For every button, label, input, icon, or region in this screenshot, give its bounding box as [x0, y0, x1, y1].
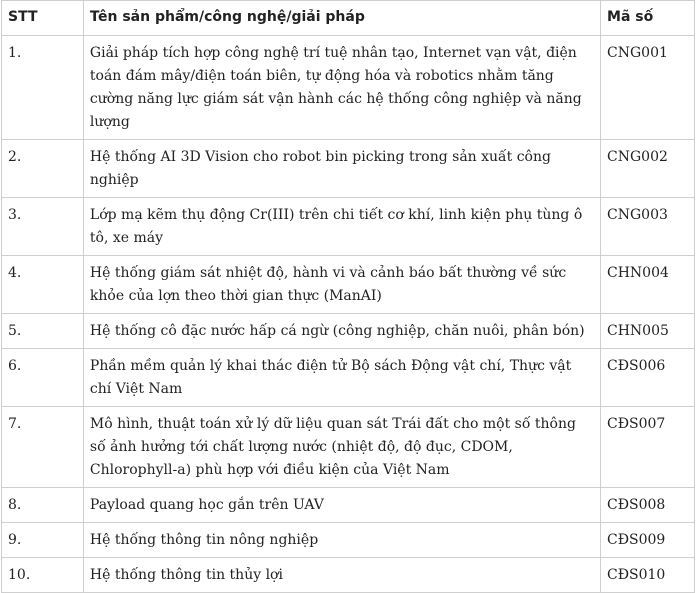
row-code: CĐS008	[601, 488, 695, 523]
table-row	[2, 314, 695, 349]
table-row	[2, 523, 695, 558]
row-stt: 10.	[2, 558, 84, 593]
products-table	[1, 0, 695, 593]
table-row	[2, 140, 695, 198]
row-code: CHN004	[601, 256, 695, 314]
row-code: CNG003	[601, 198, 695, 256]
table-row	[2, 407, 695, 488]
table-row	[2, 488, 695, 523]
row-stt: 9.	[2, 523, 84, 558]
row-name: Hệ thống thông tin thủy lợi	[83, 558, 600, 593]
table-row	[2, 256, 695, 314]
header-name: Tên sản phẩm/công nghệ/giải pháp	[83, 1, 600, 36]
row-code: CĐS006	[601, 349, 695, 407]
row-name: Payload quang học gắn trên UAV	[83, 488, 600, 523]
row-name: Giải pháp tích hợp công nghệ trí tuệ nhân tạo, Internet vạn vật, điện toán đám mây/điện toán biên, tự động hóa và robotics nhằm tăng cường năng lực giám sát vận hành các hệ thống công nghiệp và năng lượng	[83, 36, 600, 140]
header-stt: STT	[2, 1, 84, 36]
row-code: CNG002	[601, 140, 695, 198]
row-stt: 1.	[2, 36, 84, 140]
row-stt: 3.	[2, 198, 84, 256]
table-header-row	[2, 1, 695, 36]
row-code: CNG001	[601, 36, 695, 140]
row-code: CĐS010	[601, 558, 695, 593]
row-name: Hệ thống giám sát nhiệt độ, hành vi và cảnh báo bất thường về sức khỏe của lợn theo thời gian thực (ManAI)	[83, 256, 600, 314]
table-row	[2, 349, 695, 407]
row-code: CĐS007	[601, 407, 695, 488]
row-name: Mô hình, thuật toán xử lý dữ liệu quan sát Trái đất cho một số thông số ảnh hưởng tới chất lượng nước (nhiệt độ, độ đục, CDOM, Chlorophyll-a) phù hợp với điều kiện của Việt Nam	[83, 407, 600, 488]
row-name: Lớp mạ kẽm thụ động Cr(III) trên chi tiết cơ khí, linh kiện phụ tùng ô tô, xe máy	[83, 198, 600, 256]
row-code: CHN005	[601, 314, 695, 349]
row-stt: 8.	[2, 488, 84, 523]
table-row	[2, 36, 695, 140]
row-name: Hệ thống thông tin nông nghiệp	[83, 523, 600, 558]
table-row	[2, 558, 695, 593]
row-name: Hệ thống cô đặc nước hấp cá ngừ (công nghiệp, chăn nuôi, phân bón)	[83, 314, 600, 349]
row-name: Hệ thống AI 3D Vision cho robot bin picking trong sản xuất công nghiệp	[83, 140, 600, 198]
header-code: Mã số	[601, 1, 695, 36]
table-row	[2, 198, 695, 256]
row-name: Phần mềm quản lý khai thác điện tử Bộ sách Động vật chí, Thực vật chí Việt Nam	[83, 349, 600, 407]
row-stt: 2.	[2, 140, 84, 198]
row-code: CĐS009	[601, 523, 695, 558]
row-stt: 7.	[2, 407, 84, 488]
row-stt: 4.	[2, 256, 84, 314]
row-stt: 5.	[2, 314, 84, 349]
row-stt: 6.	[2, 349, 84, 407]
